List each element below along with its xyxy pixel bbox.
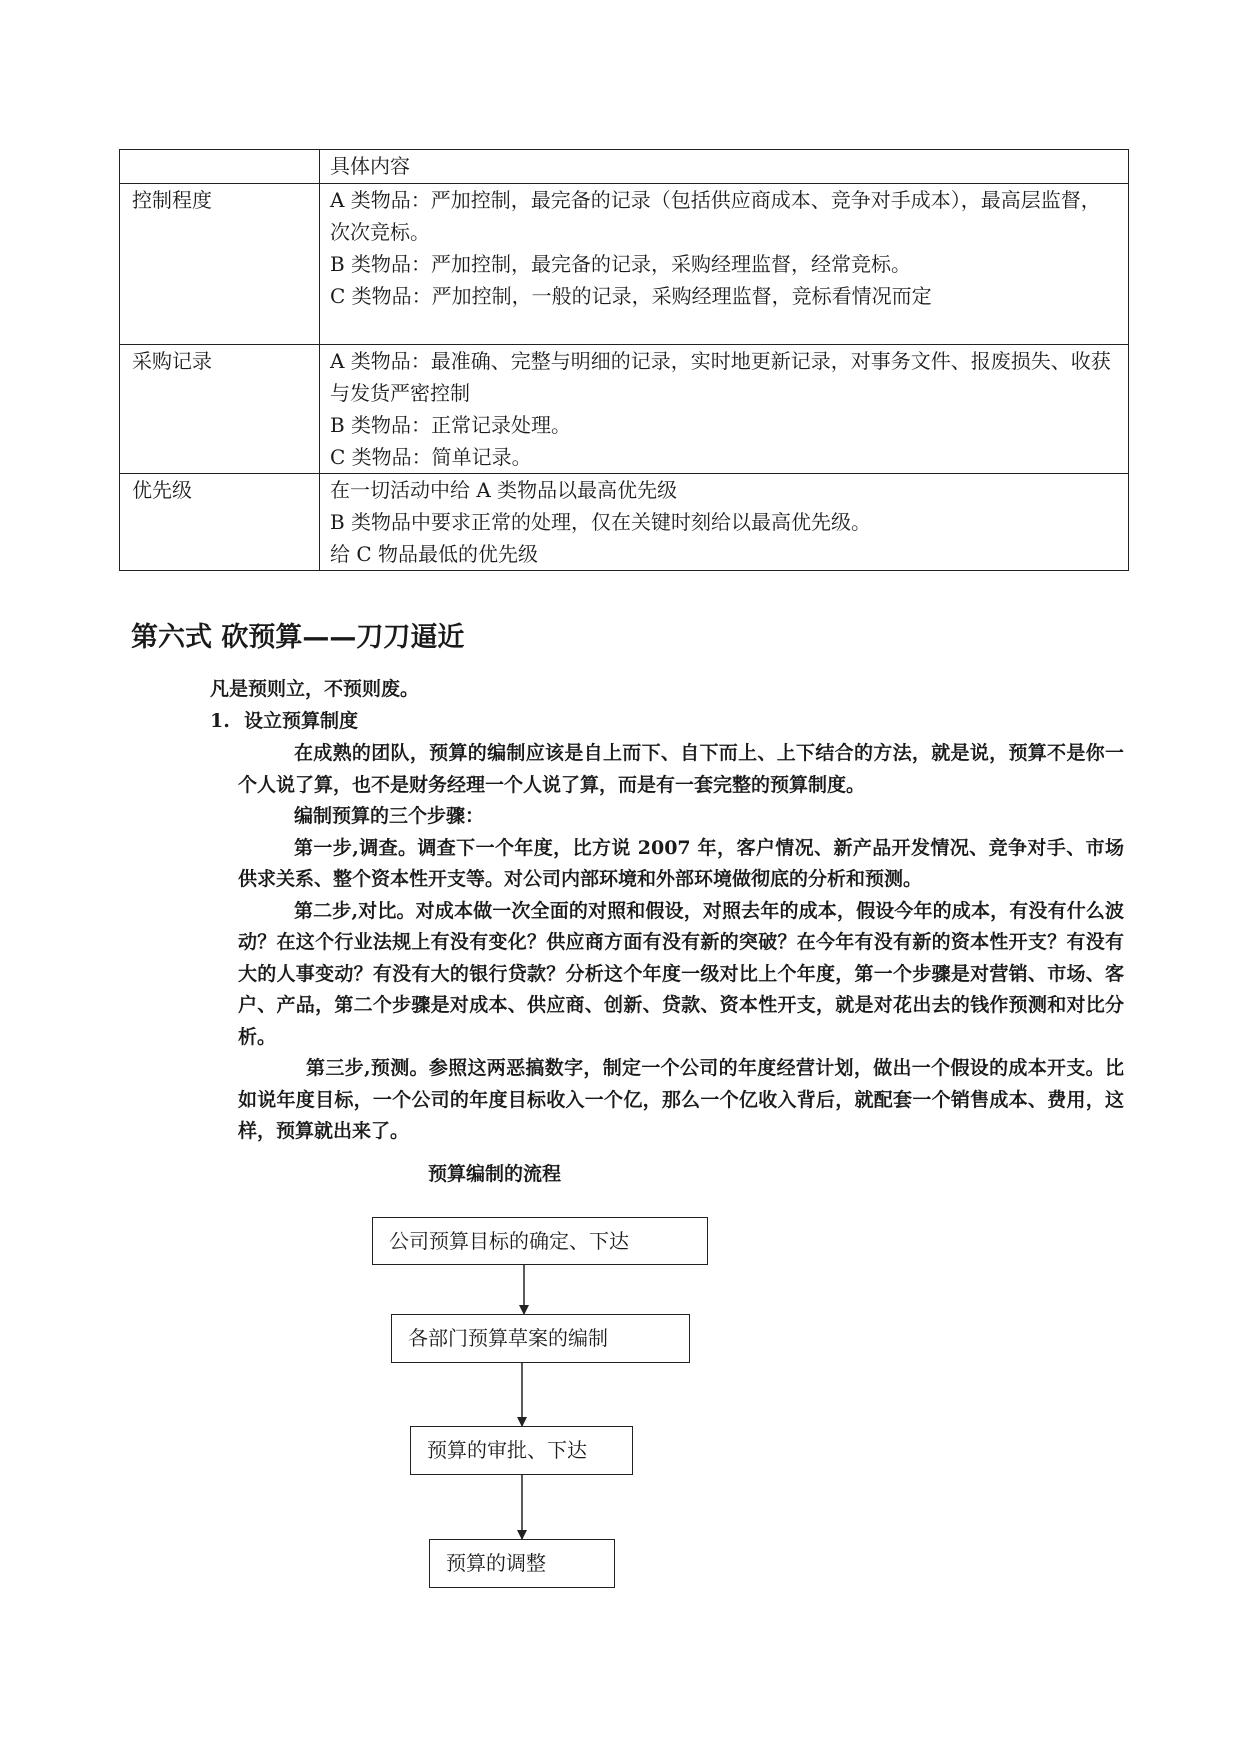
row-content-priority	[320, 474, 1129, 571]
section-title: 第六式 砍预算——刀刀逼近	[131, 622, 465, 653]
flow-step-4: 预算的调整	[429, 1539, 615, 1588]
paragraph: 编制预算的三个步骤：	[294, 805, 485, 827]
table-row	[120, 474, 1129, 571]
table-header-row	[120, 150, 1129, 184]
content-line: C 类物品：严加控制，一般的记录，采购经理监督，竞标看情况而定	[330, 284, 932, 308]
item-title: 设立预算制度	[244, 710, 359, 732]
content-line: A 类物品：严加控制，最完备的记录（包括供应商成本、竞争对手成本），最高层监督，次次竞标。	[330, 188, 1101, 244]
content-line: B 类物品中要求正常的处理，仅在关键时刻给以最高优先级。	[330, 510, 872, 534]
paragraph: 在成熟的团队，预算的编制应该是自上而下、自下而上、上下结合的方法，就是说，预算不是你一个人说了算，也不是财务经理一个人说了算，而是有一套完整的预算制度。	[238, 742, 1124, 796]
item-number: 1.	[210, 710, 230, 732]
table-row	[120, 184, 1129, 345]
paragraph: 第二步,对比。对成本做一次全面的对照和假设，对照去年的成本，假设今年的成本，有没有什么波动？在这个行业法规上有没有变化？供应商方面有没有新的突破？在今年有没有新的资本性开支？有没有大的人事变动？有没有大的银行贷款？分析这个年度一级对比上个年度，第一个步骤是对营销、市场、客户、产品，第二个步骤是对成本、供应商、创新、贷款、资本性开支，就是对花出去的钱作预测和对比分析。	[238, 899, 1124, 1048]
paragraph: 第三步,预测。参照这两恶搞数字，制定一个公司的年度经营计划，做出一个假设的成本开支。比如说年度目标，一个公司的年度目标收入一个亿，那么一个亿收入背后，就配套一个销售成本、费用，这样，预算就出来了。	[238, 1057, 1124, 1142]
content-line: C 类物品：简单记录。	[330, 445, 532, 469]
flow-step-2: 各部门预算草案的编制	[391, 1314, 690, 1363]
flow-step-1: 公司预算目标的确定、下达	[372, 1217, 708, 1265]
flow-step-3: 预算的审批、下达	[410, 1426, 633, 1475]
content-line: B 类物品：正常记录处理。	[330, 413, 572, 437]
table-row	[120, 345, 1129, 474]
section-body	[238, 738, 1124, 1148]
numbered-heading	[210, 706, 358, 736]
row-label-control-level: 控制程度	[120, 184, 320, 345]
row-content-purchase-records	[320, 345, 1129, 474]
row-content-control-level	[320, 184, 1129, 345]
paragraph: 第一步,调查。调查下一个年度，比方说 2007 年，客户情况、新产品开发情况、竞争对手、市场供求关系、整个资本性开支等。对公司内部环境和外部环境做彻底的分析和预测。	[238, 836, 1124, 890]
table-header-cell-empty	[120, 150, 320, 184]
content-line: 在一切活动中给 A 类物品以最高优先级	[330, 478, 678, 502]
content-line: A 类物品：最准确、完整与明细的记录，实时地更新记录，对事务文件、报废损失、收获与发货严密控制	[330, 349, 1111, 405]
row-label-purchase-records: 采购记录	[120, 345, 320, 474]
table-header-cell-content: 具体内容	[320, 150, 1129, 184]
row-label-priority: 优先级	[120, 474, 320, 571]
section-motto: 凡是预则立，不预则废。	[210, 678, 420, 700]
flowchart-title: 预算编制的流程	[428, 1163, 562, 1185]
content-line: 给 C 物品最低的优先级	[330, 542, 539, 566]
content-line: B 类物品：严加控制，最完备的记录，采购经理监督，经常竞标。	[330, 252, 912, 276]
abc-classification-table	[119, 149, 1129, 571]
